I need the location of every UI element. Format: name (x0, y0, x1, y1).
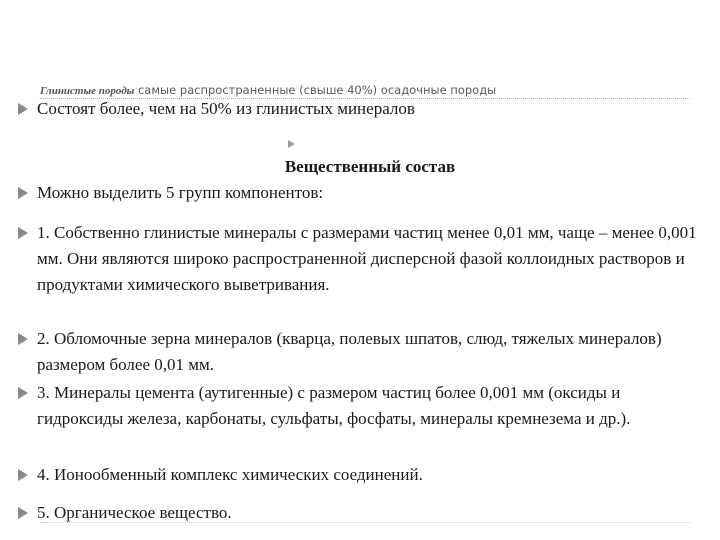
triangle-bullet-icon (18, 333, 28, 345)
triangle-bullet-icon (18, 507, 28, 519)
bullet-item-6 (18, 462, 698, 488)
bullet-text: Можно выделить 5 групп компонентов: (37, 183, 324, 202)
bullet-item-4 (18, 326, 698, 378)
bullet-text: 5. Органическое вещество. (37, 503, 232, 522)
bullet-text: 4. Ионообменный комплекс химических соединений. (37, 465, 423, 484)
bullet-item-3 (18, 220, 698, 298)
bullet-text: 3. Минералы цемента (аутигенные) с размером частиц более 0,001 мм (оксиды и гидроксиды железа, карбонаты, сульфаты, фосфаты, минералы кремнезема и др.). (37, 383, 631, 428)
section-heading: Вещественный состав (284, 157, 456, 176)
bullet-item-1 (18, 96, 698, 122)
bullet-text: 1. Собственно глинистые минералы с размерами частиц менее 0,01 мм, чаще – менее 0,001 мм. Они являются широко распространенной дисперсной фазой коллоидных растворов и продуктами химического выветривания. (37, 223, 697, 294)
empty-bullet-icon (288, 140, 295, 148)
bullet-text: 2. Обломочные зерна минералов (кварца, полевых шпатов, слюд, тяжелых минералов) размером более 0,01 мм. (37, 329, 662, 374)
triangle-bullet-icon (18, 187, 28, 199)
title-rest: самые распространенные (свыше 40%) осадочные породы (134, 83, 497, 97)
bullet-text: Состоят более, чем на 50% из глинистых минералов (37, 99, 415, 118)
bottom-divider (40, 522, 690, 523)
bullet-item-5 (18, 380, 698, 432)
triangle-bullet-icon (18, 387, 28, 399)
triangle-bullet-icon (18, 469, 28, 481)
triangle-bullet-icon (18, 227, 28, 239)
title-bold: Глинистые породы (40, 85, 135, 97)
triangle-bullet-icon (18, 103, 28, 115)
bullet-item-2 (18, 180, 698, 206)
